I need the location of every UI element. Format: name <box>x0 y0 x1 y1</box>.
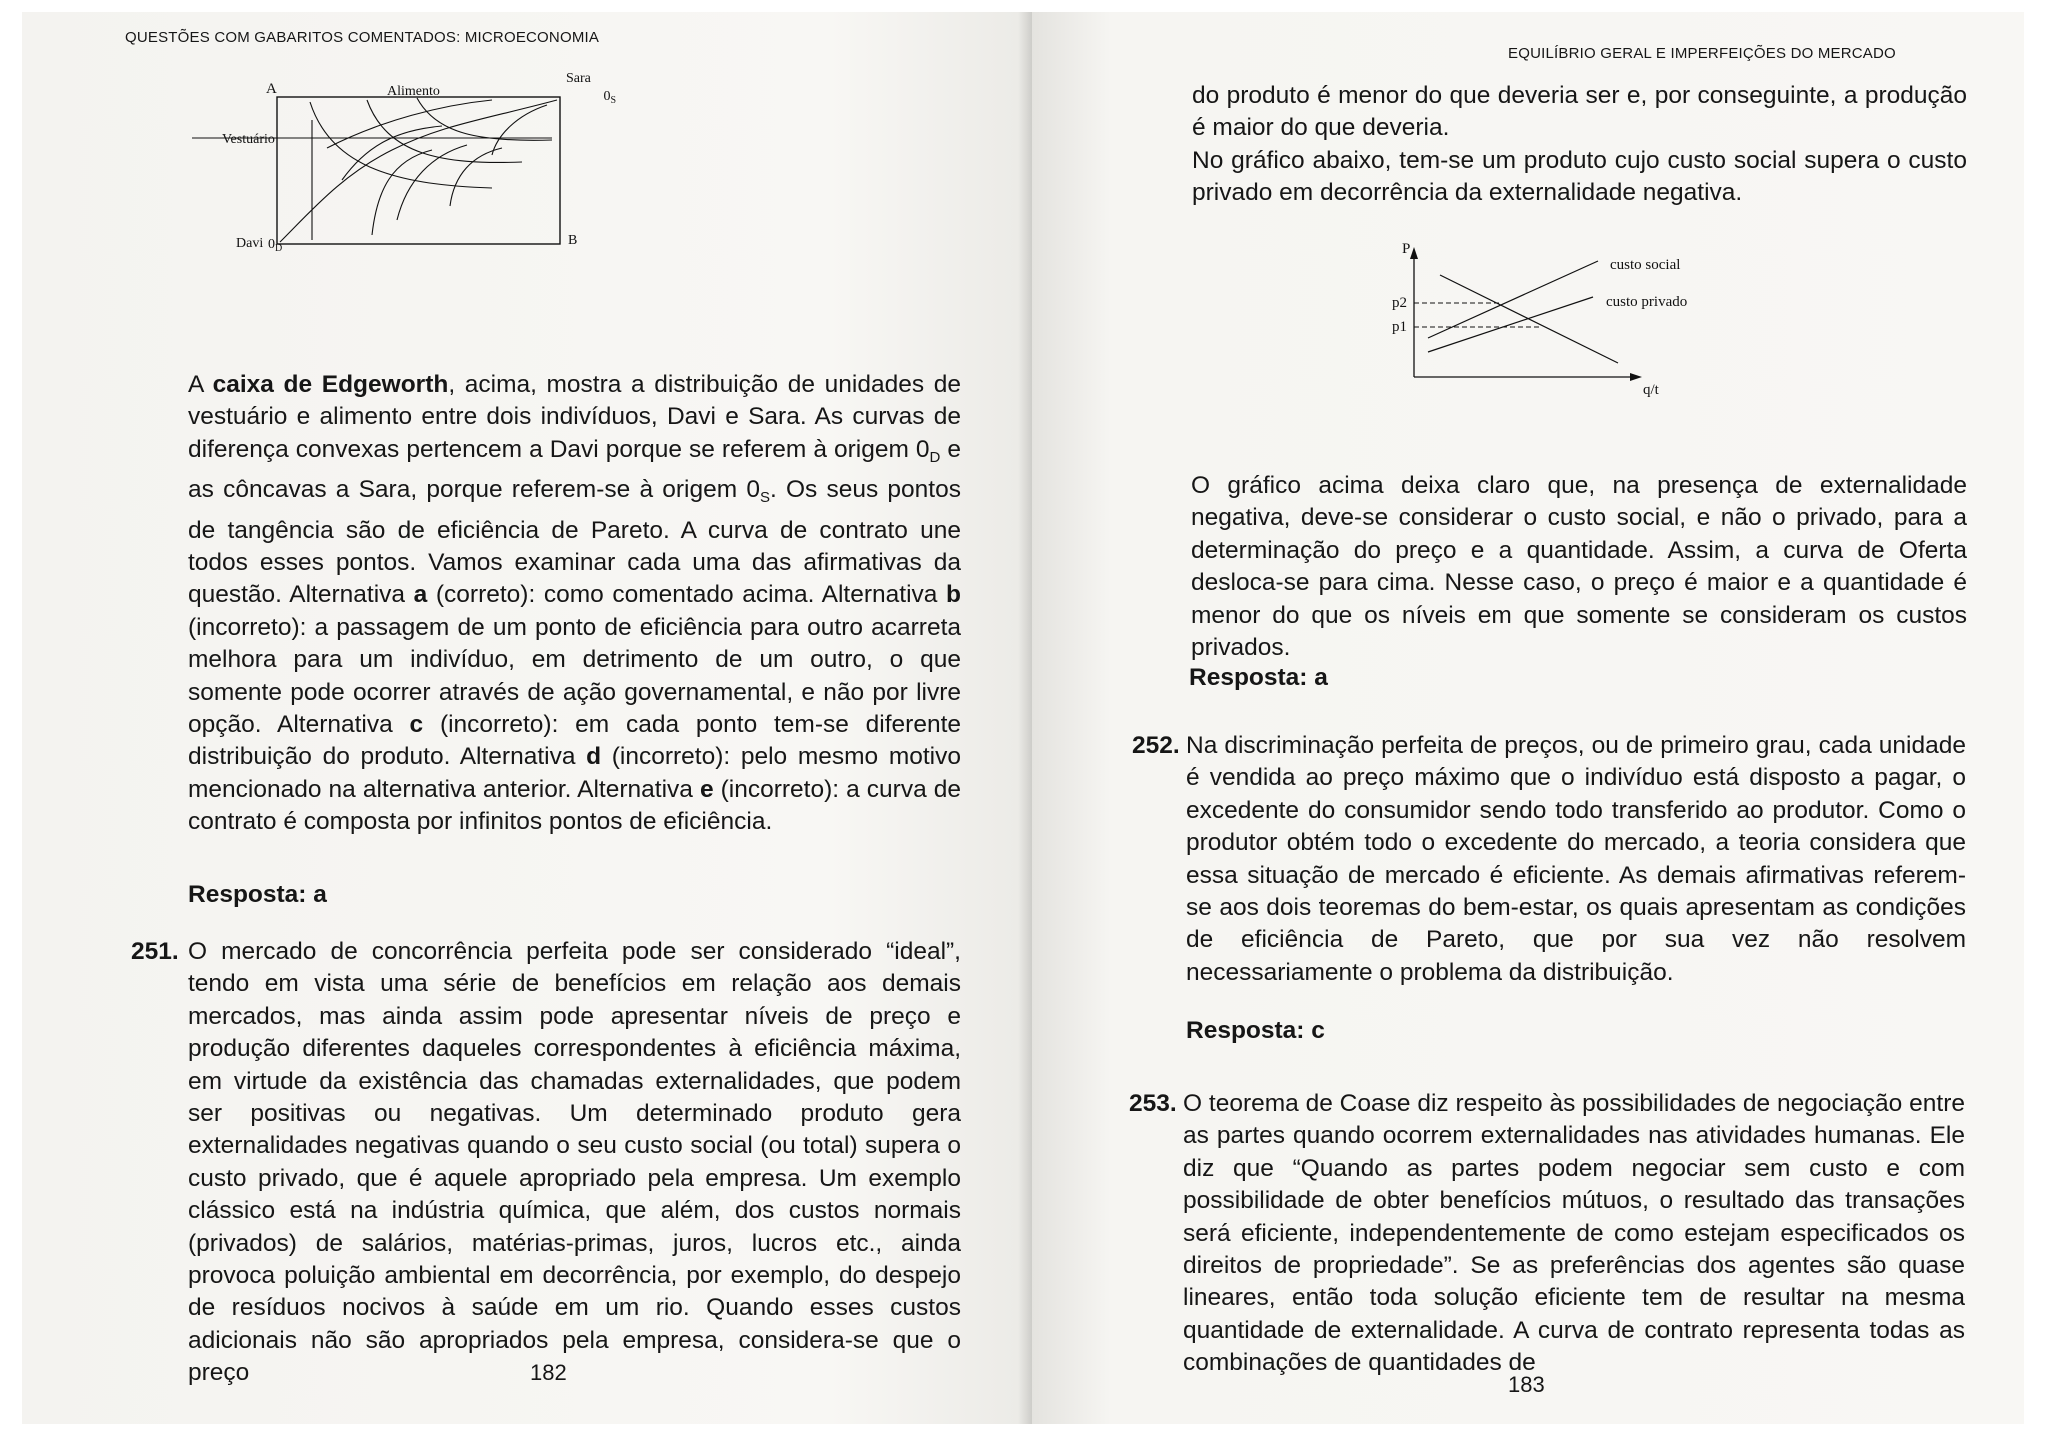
right-page <box>1032 12 2024 1424</box>
custo-social-line <box>1428 261 1598 338</box>
answer-label: Resposta: c <box>1186 1017 1325 1044</box>
sara-curve-1 <box>327 100 492 148</box>
question-text: O teorema de Coase diz respeito às possibilidades de negociação entre as partes quando ocorrem externalidades nas atividades humanas. Ele diz que “Quando as partes podem negociar sem custo e com possibilidade de obter benefícios mútuos, o resultado das transações será eficiente, independentemente de como estejam especificados os direitos de propriedade”. Se as preferências dos agentes são quase lineares, então toda solução eficiente tem de resultar na mesma quantidade de externalidade. A curva de contrato representa todas as combinações de quantidades de <box>1183 1090 1965 1377</box>
page-number: 183 <box>1508 1372 1545 1397</box>
label-B: B <box>568 233 578 248</box>
davi-curve-2 <box>367 100 522 162</box>
question-text: O mercado de concorrência perfeita pode ser considerado “ideal”, tendo em vista uma série de benefícios em relação aos demais mercados, mas ainda assim pode apresentar níveis de preço e produção diferentes daqueles correspondentes à eficiência máxima, em virtude da existência das chamadas externalidades, que podem ser positivas ou negativas. Um determinado produto gera externalidades negativas quando o seu custo social (ou total) supera o custo privado, que é aquele apropriado pela empresa. Um exemplo clássico está na indústria química, que além, dos custos normais (privados) de salários, matérias-primas, juros, lucros etc., ainda provoca poluição ambiental em decorrência, por exemplo, do despejo de resíduos nocivos à saúde em um rio. Quando esses custos adicionais não são apropriados pela empresa, considera-se que o preço <box>188 938 961 1387</box>
question-number: 253. <box>1129 1090 1177 1117</box>
x-axis-label: q/t <box>1643 382 1659 398</box>
custo-privado-line <box>1428 297 1593 352</box>
edgeworth-box-frame <box>277 97 560 244</box>
answer-label: Resposta: a <box>188 881 327 908</box>
davi-curve-3 <box>417 98 552 140</box>
x-axis-arrow <box>1630 373 1642 381</box>
p2-label: p2 <box>1392 295 1407 311</box>
graph-explanation: O gráfico acima deixa claro que, na presença de externalidade negativa, deve-se considerar o custo social, e não o privado, para a determinação do preço e a quantidade. Assim, a curva de Oferta desloca-se para cima. Nesse caso, o preço é maior e a quantidade é menor do que os níveis em que somente se consideram os custos privados. <box>1191 472 1967 662</box>
left-running-header: QUESTÕES COM GABARITOS COMENTADOS: MICROECONOMIA <box>125 29 600 46</box>
sara-curve-6 <box>492 105 547 155</box>
edgeworth-explanation: A caixa de Edgeworth, acima, mostra a distribuição de unidades de vestuário e alimento entre dois indivíduos, Davi e Sara. As curvas de diferença convexas pertencem a Davi porque se referem à origem $0_D$ e as côncavas a Sara, porque referem-se à origem $0_S$. Os seus pontos de tangência são de eficiência de Pareto. A curva de contrato une todos esses pontos. Vamos examinar cada uma das afirmativas da questão. Alternativa a (correto): como comentado acima. Alternativa b (incorreto): a passagem de um ponto de eficiência para outro acarreta melhora para um indivíduo, em detrimento de um outro, o que somente pode ocorrer através de ação governamental, e não por livre opção. Alternativa c (incorreto): em cada ponto tem-se diferente distribuição do produto. Alternativa d (incorreto): pelo mesmo motivo mencionado na alternativa anterior. Alternativa e (incorreto): a curva de contrato é composta por infinitos pontos de eficiência. <box>188 371 961 836</box>
label-vestuario: Vestuário <box>222 132 275 147</box>
question-number: 251. <box>131 938 179 965</box>
label-od: $0_D$ <box>268 237 283 254</box>
label-sara: Sara <box>566 71 591 86</box>
y-axis-arrow <box>1410 247 1418 259</box>
edgeworth-box-diagram <box>192 60 616 255</box>
left-page <box>22 12 1032 1424</box>
answer-label: Resposta: a <box>1189 664 1328 691</box>
y-axis-label: P <box>1402 241 1411 257</box>
custo-social-label: custo social <box>1610 257 1681 273</box>
page-number: 182 <box>530 1360 567 1385</box>
demand-line <box>1440 275 1618 363</box>
sara-curve-5 <box>450 148 502 206</box>
p1-label: p1 <box>1392 319 1407 335</box>
custo-privado-label: custo privado <box>1606 294 1688 310</box>
label-alimento: Alimento <box>387 84 440 99</box>
right-running-header: EQUILÍBRIO GERAL E IMPERFEIÇÕES DO MERCADO <box>1508 45 1896 62</box>
question-text: Na discriminação perfeita de preços, ou de primeiro grau, cada unidade é vendida ao preço máximo que o indivíduo está disposto a pagar, o excedente do consumidor sendo todo transferido ao produtor. Como o produtor obtém todo o excedente do mercado, a teoria considera que essa situação de mercado é eficiente. As demais afirmativas referem-se aos dois teoremas do bem-estar, os quais apresentam as condições de eficiência de Pareto, que por sua vez não resolvem necessariamente o problema da distribuição. <box>1186 732 1966 986</box>
continuation-text: do produto é menor do que deveria ser e, por conseguinte, a produção é maior do que deveria. No gráfico abaixo, tem-se um produto cujo custo social supera o custo privado em decorrência da externalidade negativa. <box>1192 82 1967 207</box>
davi-curve-1 <box>310 102 492 188</box>
question-number: 252. <box>1132 732 1180 759</box>
externality-graph <box>1368 237 1698 397</box>
label-A: A <box>266 81 277 97</box>
sara-curve-3 <box>372 150 432 235</box>
label-davi: Davi <box>236 236 264 251</box>
bold-term: caixa de Edgeworth <box>212 371 449 398</box>
label-os: $0_S$ <box>603 89 616 106</box>
